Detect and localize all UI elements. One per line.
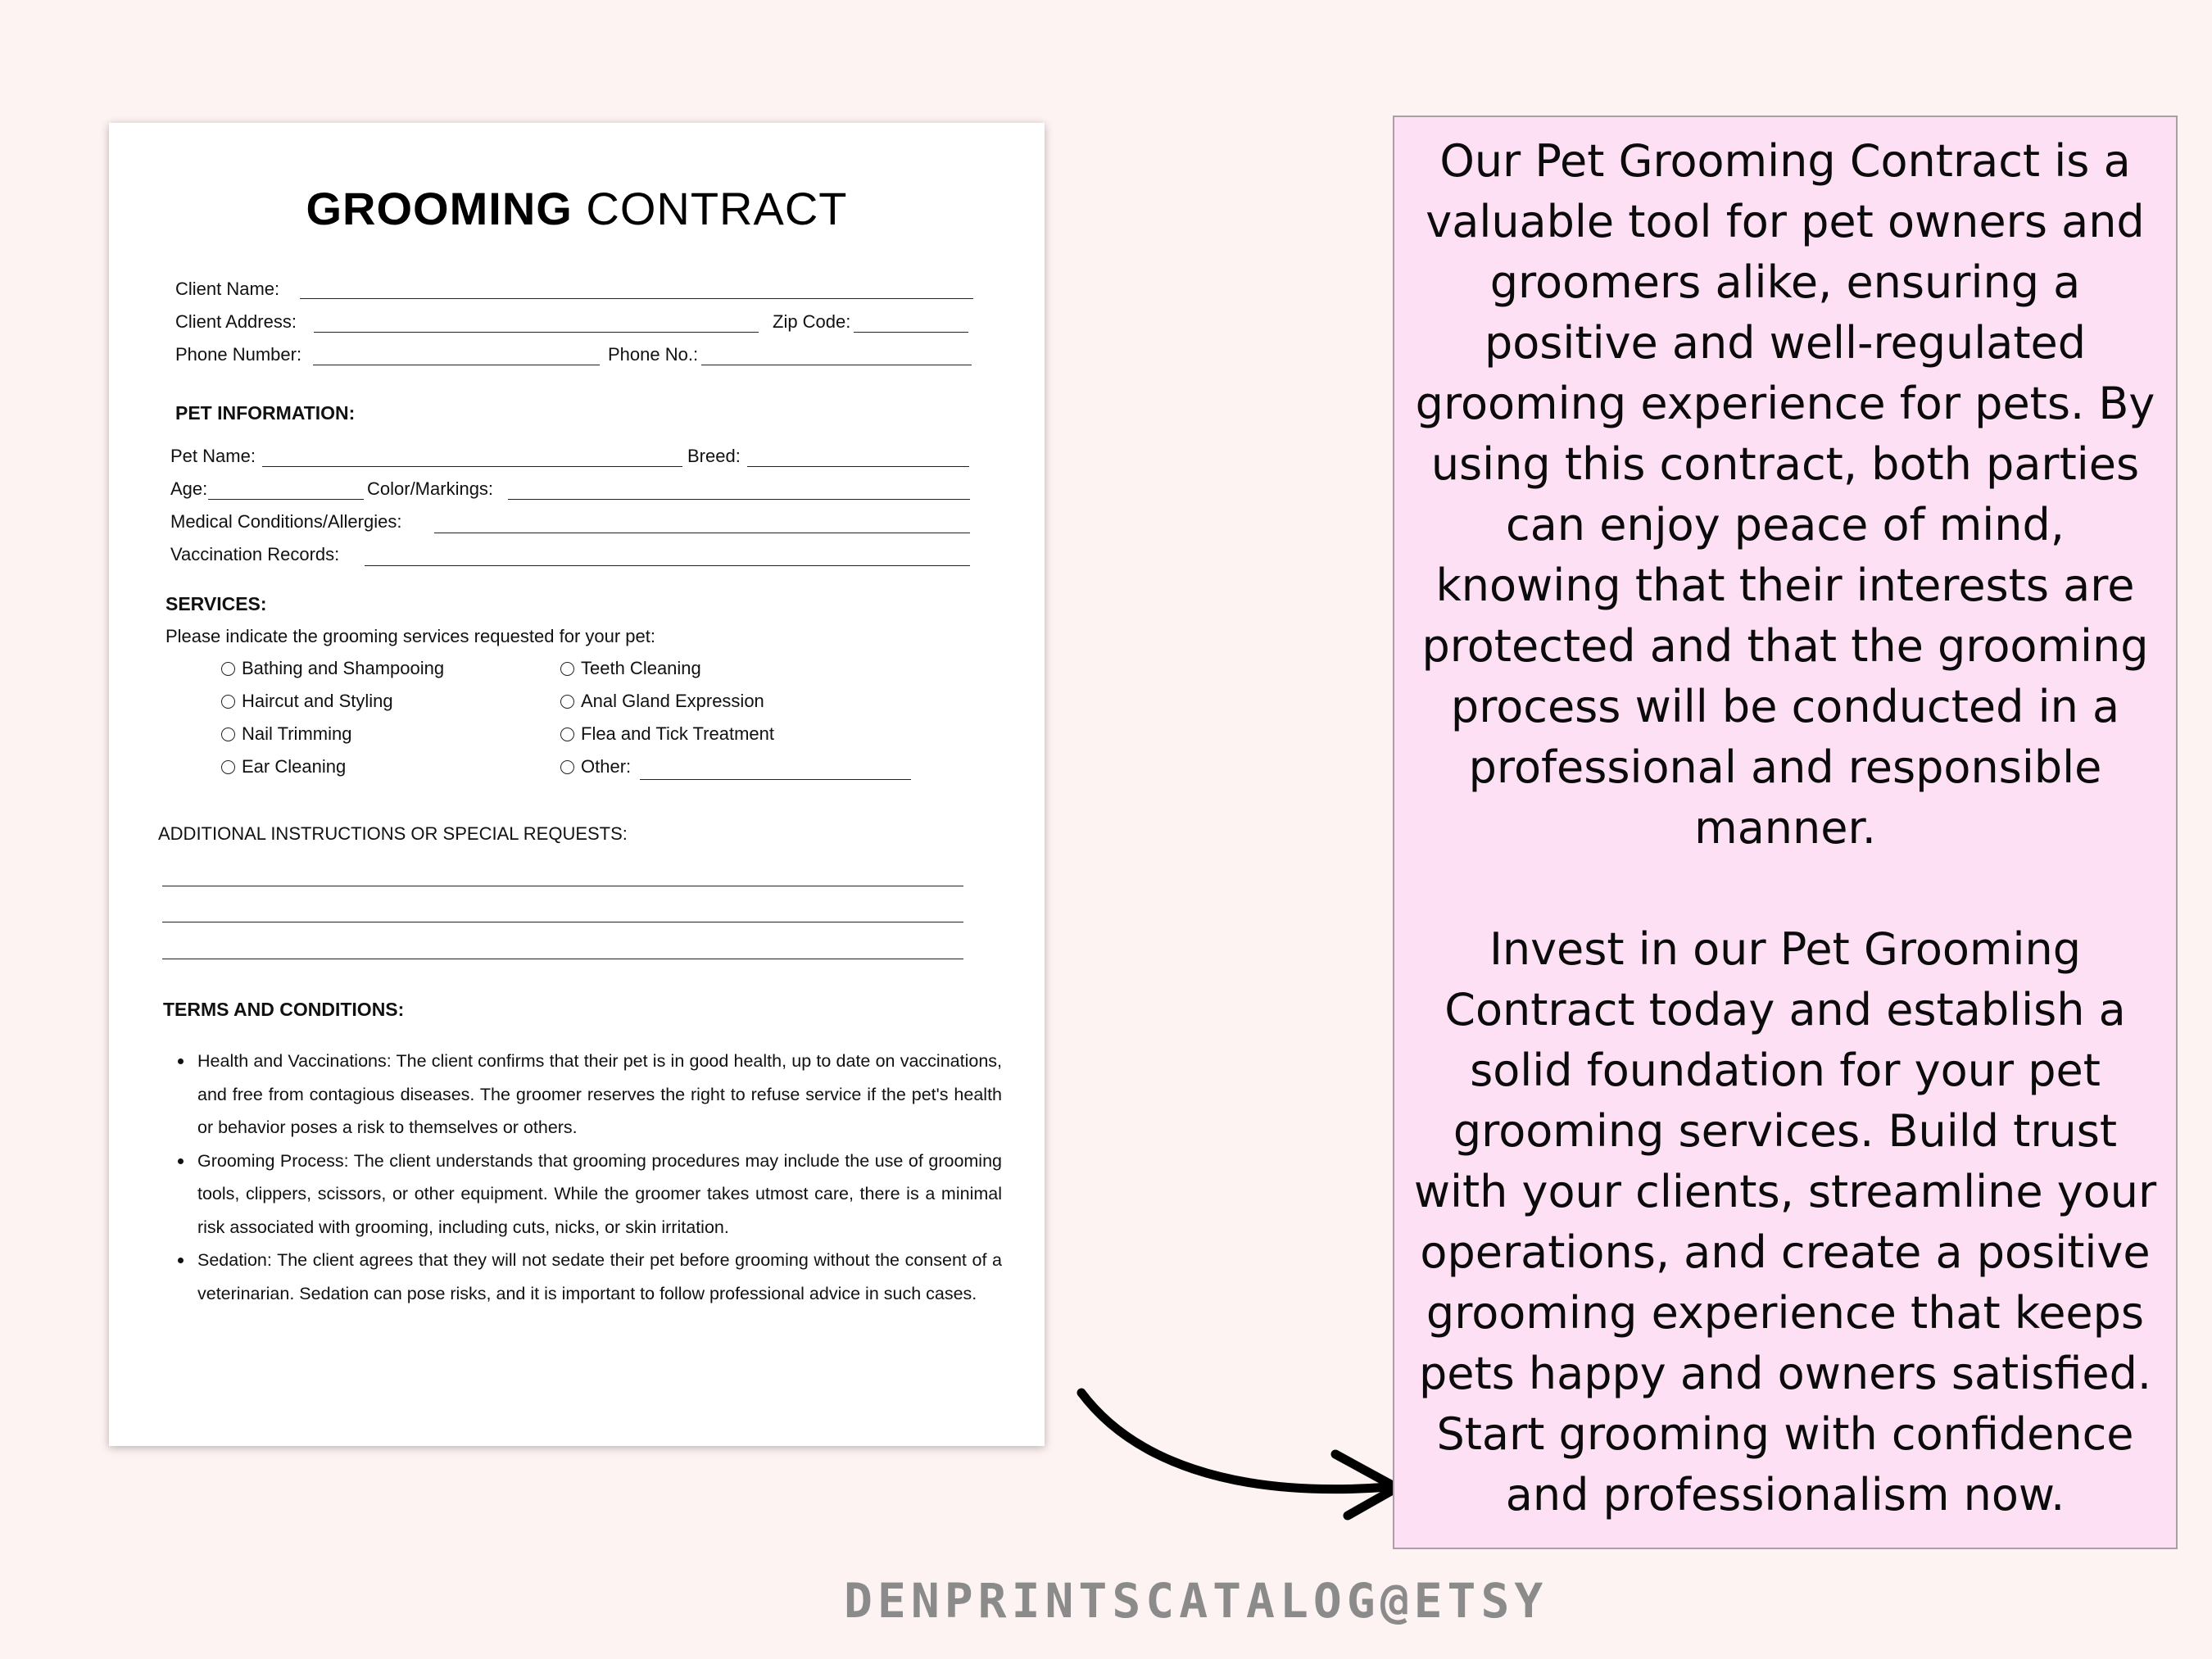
term-health-vaccinations: Health and Vaccinations: The client confirms that their pet is in good health, up to date on vaccinations, and free from contagious diseases. The groomer reserves the right to refuse service if the pet's health or behavior poses a risk to themselves or others. <box>197 1045 1002 1145</box>
services-instruction: Please indicate the grooming services requested for your pet: <box>165 626 655 646</box>
service-label: Flea and Tick Treatment <box>581 723 774 744</box>
zip-code-label: Zip Code: <box>773 311 851 332</box>
age-label: Age: <box>170 478 208 499</box>
service-option-nail-trimming[interactable] <box>221 723 351 745</box>
service-option-teeth-cleaning[interactable] <box>560 658 701 679</box>
term-grooming-process: Grooming Process: The client understands that grooming procedures may include the use of grooming tools, clippers, scissors, or other equipment. While the groomer takes utmost care, there is a minimal risk associated with grooming, including cuts, nicks, or skin irritation. <box>197 1145 1002 1244</box>
document-title <box>109 182 1045 235</box>
curved-arrow-icon <box>1065 1385 1426 1524</box>
service-label: Teeth Cleaning <box>581 658 701 678</box>
promo-paragraph-1: Our Pet Grooming Contract is a valuable tool for pet owners and groomers alike, ensuring a positive and well-regulated grooming experience for pets. By using this contract, both parties can enjoy peace of mind, knowing that their interests are protected and that the grooming process will be conducted in a professional and responsible manner. <box>1415 135 2155 854</box>
service-label: Anal Gland Expression <box>581 691 764 711</box>
services-heading: SERVICES: <box>165 593 267 614</box>
client-address-line <box>314 332 759 333</box>
contract-document <box>109 123 1045 1446</box>
radio-circle-icon <box>560 662 574 676</box>
radio-circle-icon <box>560 728 574 741</box>
promo-panel <box>1393 116 2178 1549</box>
shop-watermark: DENPRINTSCATALOG@ETSY <box>844 1573 1548 1629</box>
title-rest: CONTRACT <box>586 183 848 234</box>
radio-circle-icon <box>560 695 574 709</box>
pet-name-label: Pet Name: <box>170 446 256 466</box>
radio-circle-icon <box>221 760 235 774</box>
other-service-line <box>640 779 911 780</box>
service-label: Ear Cleaning <box>242 756 347 777</box>
title-bold: GROOMING <box>306 183 573 234</box>
service-option-haircut[interactable] <box>221 691 393 712</box>
color-markings-line <box>508 499 970 500</box>
radio-circle-icon <box>221 662 235 676</box>
phone-number-label: Phone Number: <box>175 344 302 365</box>
medical-conditions-label: Medical Conditions/Allergies: <box>170 511 402 532</box>
pet-information-heading: PET INFORMATION: <box>175 402 356 424</box>
client-name-label: Client Name: <box>175 279 280 299</box>
promo-paragraph-2: Invest in our Pet Grooming Contract today and establish a solid foundation for your pet grooming services. Build trust with your clients, streamline your operations, and create a positive grooming experience that keeps pets happy and owners satisfied. Start grooming with confidence and professionalism now. <box>1413 923 2157 1521</box>
service-option-ear-cleaning[interactable] <box>221 756 346 777</box>
additional-instructions-heading: ADDITIONAL INSTRUCTIONS OR SPECIAL REQUESTS: <box>158 823 628 844</box>
service-label: Haircut and Styling <box>242 691 393 711</box>
client-address-label: Client Address: <box>175 311 297 332</box>
service-label: Nail Trimming <box>242 723 352 744</box>
terms-list <box>197 1045 1002 1310</box>
pet-name-line <box>262 466 682 467</box>
zip-code-line <box>854 332 968 333</box>
radio-circle-icon <box>221 695 235 709</box>
vaccination-records-line <box>365 565 970 566</box>
service-label: Bathing and Shampooing <box>242 658 445 678</box>
term-sedation: Sedation: The client agrees that they will not sedate their pet before grooming without the consent of a veterinarian. Sedation can pose risks, and it is important to follow professional advice in such cases. <box>197 1244 1002 1310</box>
age-line <box>208 499 364 500</box>
service-label: Other: <box>581 756 632 777</box>
phone-no-label: Phone No.: <box>608 344 699 365</box>
client-name-line <box>300 298 973 299</box>
radio-circle-icon <box>560 760 574 774</box>
service-option-bathing[interactable] <box>221 658 444 679</box>
service-option-flea-tick[interactable] <box>560 723 774 745</box>
service-option-anal-gland[interactable] <box>560 691 764 712</box>
terms-heading: TERMS AND CONDITIONS: <box>163 999 405 1020</box>
breed-label: Breed: <box>687 446 741 466</box>
color-markings-label: Color/Markings: <box>367 478 494 499</box>
radio-circle-icon <box>221 728 235 741</box>
breed-line <box>747 466 969 467</box>
vaccination-records-label: Vaccination Records: <box>170 544 340 564</box>
service-option-other[interactable] <box>560 756 631 777</box>
